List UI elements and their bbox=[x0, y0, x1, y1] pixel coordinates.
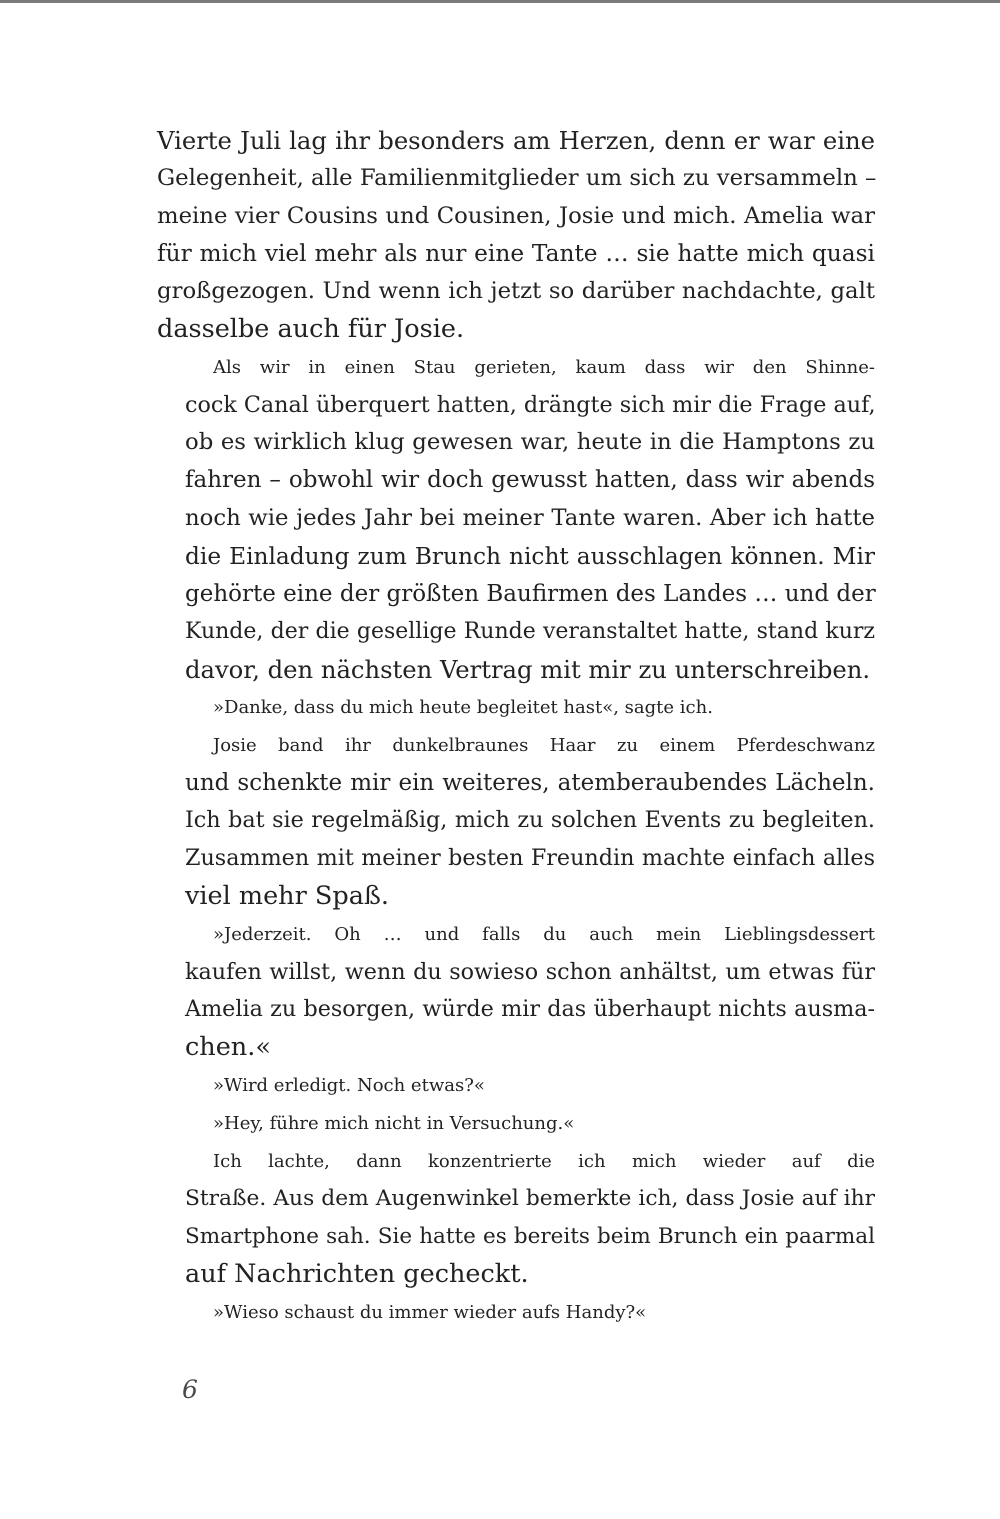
paragraph bbox=[157, 122, 875, 349]
text-line: Ich bat sie regelmäßig, mich zu solchen Events zu begleiten. bbox=[185, 807, 875, 834]
text-line: »Hey, führe mich nicht in Versuchung.« bbox=[213, 1112, 575, 1134]
text-line: viel mehr Spaß. bbox=[185, 880, 390, 911]
text-line: »Wird erledigt. Noch etwas?« bbox=[213, 1074, 485, 1096]
text-line: und schenkte mir ein weiteres, atemberaubendes Lächeln. bbox=[185, 769, 875, 796]
text-line: Vierte Juli lag ihr besonders am Herzen, denn er war eine bbox=[157, 126, 875, 155]
text-line: Kunde, der die gesellige Runde veranstaltet hatte, stand kurz bbox=[185, 619, 875, 645]
text-line: Straße. Aus dem Augenwinkel bemerkte ich, dass Josie auf ihr bbox=[185, 1186, 875, 1212]
text-line: Gelegenheit, alle Familienmitglieder um sich zu versammeln – bbox=[157, 164, 877, 191]
top-border-line bbox=[0, 0, 1000, 3]
text-line: Josie band ihr dunkelbraunes Haar zu einem Pferdeschwanz bbox=[213, 734, 875, 756]
text-line: meine vier Cousins und Cousinen, Josie und mich. Amelia war bbox=[157, 202, 875, 229]
text-line: für mich viel mehr als nur eine Tante … sie hatte mich quasi bbox=[157, 240, 875, 268]
text-line: Smartphone sah. Sie hatte es bereits beim Brunch ein paarmal bbox=[185, 1224, 875, 1250]
text-line: davor, den nächsten Vertrag mit mir zu unterschreiben. bbox=[185, 655, 871, 685]
text-line: die Einladung zum Brunch nicht ausschlagen können. Mir bbox=[185, 542, 875, 570]
text-line: Amelia zu besorgen, würde mir das überhaupt nichts ausma- bbox=[185, 996, 875, 1023]
text-line: Ich lachte, dann konzentrierte ich mich wieder auf die bbox=[213, 1150, 875, 1172]
paragraph bbox=[157, 349, 875, 689]
text-line: auf Nachrichten gecheckt. bbox=[185, 1258, 529, 1289]
paragraph bbox=[157, 1143, 875, 1294]
text-line: fahren – obwohl wir doch gewusst hatten, dass wir abends bbox=[185, 467, 875, 494]
text-line: »Danke, dass du mich heute begleitet hast«, sagte ich. bbox=[213, 696, 713, 718]
text-line: chen.« bbox=[185, 1032, 271, 1063]
text-line: kaufen willst, wenn du sowieso schon anhältst, um etwas für bbox=[185, 958, 875, 985]
page-number: 6 bbox=[182, 1375, 198, 1404]
paragraph bbox=[157, 1294, 875, 1332]
text-line: noch wie jedes Jahr bei meiner Tante waren. Aber ich hatte bbox=[185, 504, 875, 531]
paragraph bbox=[157, 689, 875, 727]
paragraph bbox=[157, 916, 875, 1067]
body-text bbox=[157, 122, 875, 1332]
text-line: Zusammen mit meiner besten Freundin machte einfach alles bbox=[185, 845, 875, 872]
text-line: großgezogen. Und wenn ich jetzt so darüber nachdachte, galt bbox=[157, 278, 875, 305]
text-line: ob es wirklich klug gewesen war, heute in die Hamptons zu bbox=[185, 429, 875, 456]
text-line: gehörte eine der größten Baufirmen des Landes … und der bbox=[185, 580, 876, 607]
paragraph bbox=[157, 1105, 875, 1143]
paragraph bbox=[157, 727, 875, 916]
text-line: Als wir in einen Stau gerieten, kaum dass wir den Shinne- bbox=[213, 356, 875, 378]
text-line: cock Canal überquert hatten, drängte sich mir die Frage auf, bbox=[185, 391, 876, 418]
text-line: dasselbe auch für Josie. bbox=[157, 313, 465, 344]
paragraph bbox=[157, 1067, 875, 1105]
text-line: »Wieso schaust du immer wieder aufs Handy?« bbox=[213, 1301, 647, 1323]
text-line: »Jederzeit. Oh … und falls du auch mein Lieblingsdessert bbox=[213, 923, 875, 945]
